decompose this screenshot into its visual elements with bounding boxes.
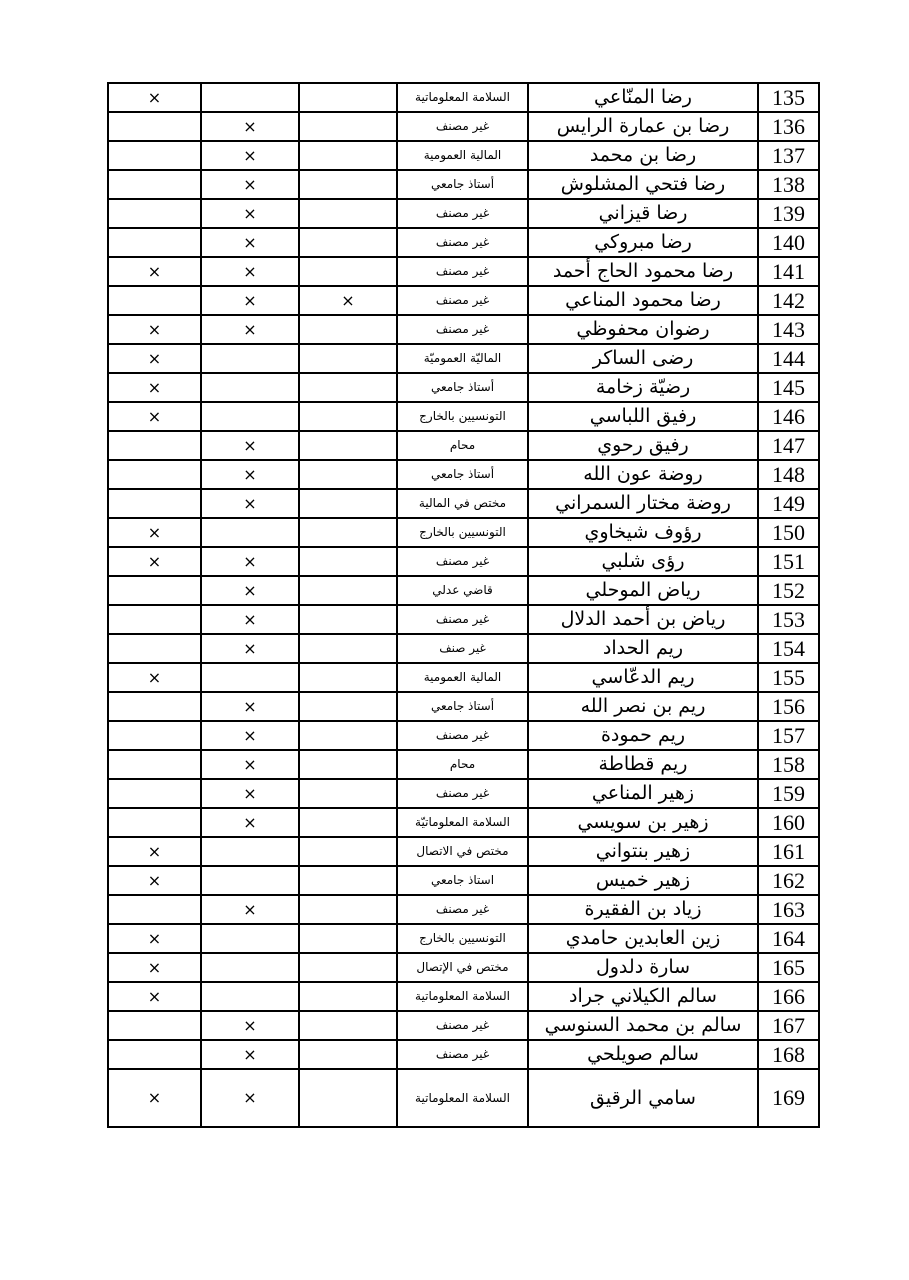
mark-col-1 xyxy=(299,373,397,402)
table-row xyxy=(108,83,819,112)
mark-col-3 xyxy=(108,634,201,663)
mark-col-1 xyxy=(299,489,397,518)
name-cell: ريم الدعّاسي xyxy=(528,663,758,692)
mark-col-1 xyxy=(299,924,397,953)
mark-col-1 xyxy=(299,692,397,721)
category-cell: محام xyxy=(397,431,528,460)
mark-col-3 xyxy=(108,141,201,170)
mark-col-2: × xyxy=(201,1040,299,1069)
mark-col-2: × xyxy=(201,286,299,315)
mark-col-3 xyxy=(108,605,201,634)
mark-col-2 xyxy=(201,373,299,402)
row-number: 136 xyxy=(758,112,819,141)
table-row xyxy=(108,1069,819,1127)
row-number: 144 xyxy=(758,344,819,373)
name-cell: رفيق رحوي xyxy=(528,431,758,460)
name-cell: روضة مختار السمراني xyxy=(528,489,758,518)
category-cell: أستاذ جامعي xyxy=(397,692,528,721)
mark-col-1 xyxy=(299,518,397,547)
mark-col-3: × xyxy=(108,547,201,576)
category-cell: محام xyxy=(397,750,528,779)
table-row xyxy=(108,402,819,431)
table-row xyxy=(108,1040,819,1069)
mark-col-2: × xyxy=(201,431,299,460)
mark-col-1 xyxy=(299,605,397,634)
mark-col-1 xyxy=(299,460,397,489)
name-cell: سالم بن محمد السنوسي xyxy=(528,1011,758,1040)
mark-col-2: × xyxy=(201,315,299,344)
row-number: 155 xyxy=(758,663,819,692)
row-number: 169 xyxy=(758,1069,819,1127)
category-cell: غير مصنف xyxy=(397,228,528,257)
mark-col-2 xyxy=(201,953,299,982)
category-cell: غير مصنف xyxy=(397,721,528,750)
row-number: 166 xyxy=(758,982,819,1011)
roster-body xyxy=(108,83,819,1127)
category-cell: التونسيين بالخارج xyxy=(397,518,528,547)
mark-col-2: × xyxy=(201,808,299,837)
name-cell: رفيق اللباسي xyxy=(528,402,758,431)
name-cell: ريم بن نصر الله xyxy=(528,692,758,721)
mark-col-3: × xyxy=(108,315,201,344)
row-number: 165 xyxy=(758,953,819,982)
name-cell: رضا مبروكي xyxy=(528,228,758,257)
mark-col-3 xyxy=(108,460,201,489)
table-row xyxy=(108,373,819,402)
name-cell: رضى الساكر xyxy=(528,344,758,373)
category-cell: أستاذ جامعي xyxy=(397,460,528,489)
mark-col-2 xyxy=(201,663,299,692)
category-cell: غير مصنف xyxy=(397,779,528,808)
category-cell: غير مصنف xyxy=(397,315,528,344)
category-cell: غير مصنف xyxy=(397,1011,528,1040)
mark-col-1 xyxy=(299,83,397,112)
category-cell: المالية العمومية xyxy=(397,141,528,170)
name-cell: رضا المنّاعي xyxy=(528,83,758,112)
category-cell: غير مصنف xyxy=(397,199,528,228)
mark-col-3: × xyxy=(108,837,201,866)
mark-col-1 xyxy=(299,257,397,286)
mark-col-1 xyxy=(299,1040,397,1069)
table-row xyxy=(108,141,819,170)
name-cell: زياد بن الفقيرة xyxy=(528,895,758,924)
mark-col-3: × xyxy=(108,924,201,953)
category-cell: السلامة المعلوماتية xyxy=(397,1069,528,1127)
category-cell: مختص في الإتصال xyxy=(397,953,528,982)
mark-col-2 xyxy=(201,344,299,373)
mark-col-2 xyxy=(201,866,299,895)
name-cell: رياض الموحلي xyxy=(528,576,758,605)
name-cell: رضا محمود الحاج أحمد xyxy=(528,257,758,286)
row-number: 160 xyxy=(758,808,819,837)
mark-col-1: × xyxy=(299,286,397,315)
mark-col-2 xyxy=(201,83,299,112)
mark-col-2: × xyxy=(201,489,299,518)
category-cell: غير مصنف xyxy=(397,605,528,634)
name-cell: رؤى شلبي xyxy=(528,547,758,576)
name-cell: رضا بن عمارة الرايس xyxy=(528,112,758,141)
row-number: 140 xyxy=(758,228,819,257)
table-row xyxy=(108,547,819,576)
table-row xyxy=(108,286,819,315)
mark-col-2: × xyxy=(201,750,299,779)
mark-col-1 xyxy=(299,866,397,895)
mark-col-1 xyxy=(299,170,397,199)
mark-col-3: × xyxy=(108,866,201,895)
name-cell: زهير خميس xyxy=(528,866,758,895)
mark-col-3: × xyxy=(108,83,201,112)
category-cell: الماليّة العموميّة xyxy=(397,344,528,373)
name-cell: رضا محمود المناعي xyxy=(528,286,758,315)
mark-col-3 xyxy=(108,489,201,518)
mark-col-3 xyxy=(108,808,201,837)
name-cell: ريم الحداد xyxy=(528,634,758,663)
mark-col-3: × xyxy=(108,257,201,286)
name-cell: زهير المناعي xyxy=(528,779,758,808)
mark-col-2 xyxy=(201,982,299,1011)
name-cell: زهير بن سويسي xyxy=(528,808,758,837)
category-cell: قاضي عدلي xyxy=(397,576,528,605)
name-cell: رضا فتحي المشلوش xyxy=(528,170,758,199)
row-number: 161 xyxy=(758,837,819,866)
table-row xyxy=(108,808,819,837)
mark-col-3 xyxy=(108,286,201,315)
row-number: 167 xyxy=(758,1011,819,1040)
table-row xyxy=(108,953,819,982)
mark-col-2: × xyxy=(201,1011,299,1040)
roster-table xyxy=(107,82,820,1128)
name-cell: زين العابدين حامدي xyxy=(528,924,758,953)
row-number: 159 xyxy=(758,779,819,808)
mark-col-1 xyxy=(299,721,397,750)
category-cell: أستاذ جامعي xyxy=(397,373,528,402)
row-number: 153 xyxy=(758,605,819,634)
mark-col-3 xyxy=(108,1011,201,1040)
mark-col-2: × xyxy=(201,112,299,141)
table-row xyxy=(108,750,819,779)
table-row xyxy=(108,489,819,518)
name-cell: ريم قطاطة xyxy=(528,750,758,779)
name-cell: سارة دلدول xyxy=(528,953,758,982)
mark-col-2: × xyxy=(201,1069,299,1127)
category-cell: التونسيين بالخارج xyxy=(397,402,528,431)
row-number: 139 xyxy=(758,199,819,228)
table-row xyxy=(108,112,819,141)
table-row xyxy=(108,518,819,547)
mark-col-3 xyxy=(108,779,201,808)
category-cell: غير مصنف xyxy=(397,286,528,315)
table-row xyxy=(108,199,819,228)
name-cell: سالم الكيلاني جراد xyxy=(528,982,758,1011)
mark-col-3 xyxy=(108,576,201,605)
mark-col-3: × xyxy=(108,1069,201,1127)
mark-col-1 xyxy=(299,547,397,576)
row-number: 164 xyxy=(758,924,819,953)
row-number: 138 xyxy=(758,170,819,199)
category-cell: استاذ جامعي xyxy=(397,866,528,895)
mark-col-1 xyxy=(299,634,397,663)
mark-col-2: × xyxy=(201,576,299,605)
mark-col-2: × xyxy=(201,460,299,489)
mark-col-1 xyxy=(299,431,397,460)
row-number: 143 xyxy=(758,315,819,344)
table-row xyxy=(108,344,819,373)
mark-col-2 xyxy=(201,837,299,866)
row-number: 168 xyxy=(758,1040,819,1069)
mark-col-3 xyxy=(108,170,201,199)
name-cell: رضيّة زخامة xyxy=(528,373,758,402)
table-row xyxy=(108,257,819,286)
category-cell: السلامة المعلوماتية xyxy=(397,83,528,112)
table-row xyxy=(108,924,819,953)
mark-col-1 xyxy=(299,663,397,692)
row-number: 152 xyxy=(758,576,819,605)
mark-col-3 xyxy=(108,199,201,228)
mark-col-1 xyxy=(299,112,397,141)
mark-col-3: × xyxy=(108,982,201,1011)
mark-col-2: × xyxy=(201,547,299,576)
mark-col-3: × xyxy=(108,402,201,431)
mark-col-3 xyxy=(108,431,201,460)
row-number: 151 xyxy=(758,547,819,576)
mark-col-3 xyxy=(108,112,201,141)
row-number: 162 xyxy=(758,866,819,895)
mark-col-1 xyxy=(299,228,397,257)
mark-col-1 xyxy=(299,750,397,779)
name-cell: رضا بن محمد xyxy=(528,141,758,170)
mark-col-2: × xyxy=(201,779,299,808)
mark-col-3: × xyxy=(108,373,201,402)
category-cell: غير مصنف xyxy=(397,547,528,576)
table-row xyxy=(108,228,819,257)
category-cell: غير مصنف xyxy=(397,895,528,924)
name-cell: رياض بن أحمد الدلال xyxy=(528,605,758,634)
category-cell: مختص في الاتصال xyxy=(397,837,528,866)
category-cell: غير مصنف xyxy=(397,112,528,141)
mark-col-1 xyxy=(299,895,397,924)
table-row xyxy=(108,170,819,199)
mark-col-1 xyxy=(299,1011,397,1040)
name-cell: روضة عون الله xyxy=(528,460,758,489)
category-cell: التونسيين بالخارج xyxy=(397,924,528,953)
category-cell: أستاذ جامعي xyxy=(397,170,528,199)
row-number: 146 xyxy=(758,402,819,431)
row-number: 156 xyxy=(758,692,819,721)
mark-col-3 xyxy=(108,228,201,257)
mark-col-1 xyxy=(299,576,397,605)
mark-col-1 xyxy=(299,837,397,866)
mark-col-1 xyxy=(299,141,397,170)
mark-col-3 xyxy=(108,1040,201,1069)
category-cell: السلامة المعلوماتية xyxy=(397,982,528,1011)
row-number: 157 xyxy=(758,721,819,750)
mark-col-2: × xyxy=(201,605,299,634)
name-cell: رضا قيزاني xyxy=(528,199,758,228)
row-number: 158 xyxy=(758,750,819,779)
mark-col-2 xyxy=(201,518,299,547)
row-number: 141 xyxy=(758,257,819,286)
mark-col-2: × xyxy=(201,199,299,228)
mark-col-3 xyxy=(108,895,201,924)
mark-col-2: × xyxy=(201,692,299,721)
mark-col-2: × xyxy=(201,228,299,257)
table-row xyxy=(108,1011,819,1040)
mark-col-1 xyxy=(299,315,397,344)
mark-col-3: × xyxy=(108,518,201,547)
category-cell: مختص في المالية xyxy=(397,489,528,518)
mark-col-1 xyxy=(299,1069,397,1127)
row-number: 150 xyxy=(758,518,819,547)
table-row xyxy=(108,663,819,692)
mark-col-2 xyxy=(201,924,299,953)
mark-col-3 xyxy=(108,750,201,779)
row-number: 137 xyxy=(758,141,819,170)
mark-col-2 xyxy=(201,402,299,431)
table-row xyxy=(108,895,819,924)
mark-col-1 xyxy=(299,982,397,1011)
mark-col-3: × xyxy=(108,663,201,692)
mark-col-1 xyxy=(299,402,397,431)
table-row xyxy=(108,837,819,866)
row-number: 147 xyxy=(758,431,819,460)
name-cell: زهير بنتواني xyxy=(528,837,758,866)
mark-col-2: × xyxy=(201,721,299,750)
name-cell: سالم صويلحي xyxy=(528,1040,758,1069)
table-row xyxy=(108,721,819,750)
mark-col-1 xyxy=(299,199,397,228)
mark-col-3 xyxy=(108,721,201,750)
mark-col-3: × xyxy=(108,344,201,373)
row-number: 154 xyxy=(758,634,819,663)
category-cell: غير مصنف xyxy=(397,257,528,286)
mark-col-2: × xyxy=(201,634,299,663)
table-row xyxy=(108,460,819,489)
table-row xyxy=(108,634,819,663)
table-row xyxy=(108,576,819,605)
mark-col-3: × xyxy=(108,953,201,982)
mark-col-1 xyxy=(299,344,397,373)
table-row xyxy=(108,982,819,1011)
mark-col-2: × xyxy=(201,257,299,286)
row-number: 163 xyxy=(758,895,819,924)
table-row xyxy=(108,692,819,721)
table-row xyxy=(108,315,819,344)
table-row xyxy=(108,431,819,460)
row-number: 145 xyxy=(758,373,819,402)
mark-col-2: × xyxy=(201,895,299,924)
row-number: 149 xyxy=(758,489,819,518)
name-cell: سامي الرقيق xyxy=(528,1069,758,1127)
category-cell: السلامة المعلوماتيّة xyxy=(397,808,528,837)
row-number: 142 xyxy=(758,286,819,315)
row-number: 135 xyxy=(758,83,819,112)
table-row xyxy=(108,866,819,895)
mark-col-3 xyxy=(108,692,201,721)
mark-col-2: × xyxy=(201,141,299,170)
mark-col-1 xyxy=(299,953,397,982)
name-cell: ريم حمودة xyxy=(528,721,758,750)
name-cell: رؤوف شيخاوي xyxy=(528,518,758,547)
mark-col-1 xyxy=(299,779,397,808)
name-cell: رضوان محفوظي xyxy=(528,315,758,344)
category-cell: غير صنف xyxy=(397,634,528,663)
row-number: 148 xyxy=(758,460,819,489)
table-row xyxy=(108,605,819,634)
table-row xyxy=(108,779,819,808)
category-cell: المالية العمومية xyxy=(397,663,528,692)
mark-col-2: × xyxy=(201,170,299,199)
category-cell: غير مصنف xyxy=(397,1040,528,1069)
mark-col-1 xyxy=(299,808,397,837)
